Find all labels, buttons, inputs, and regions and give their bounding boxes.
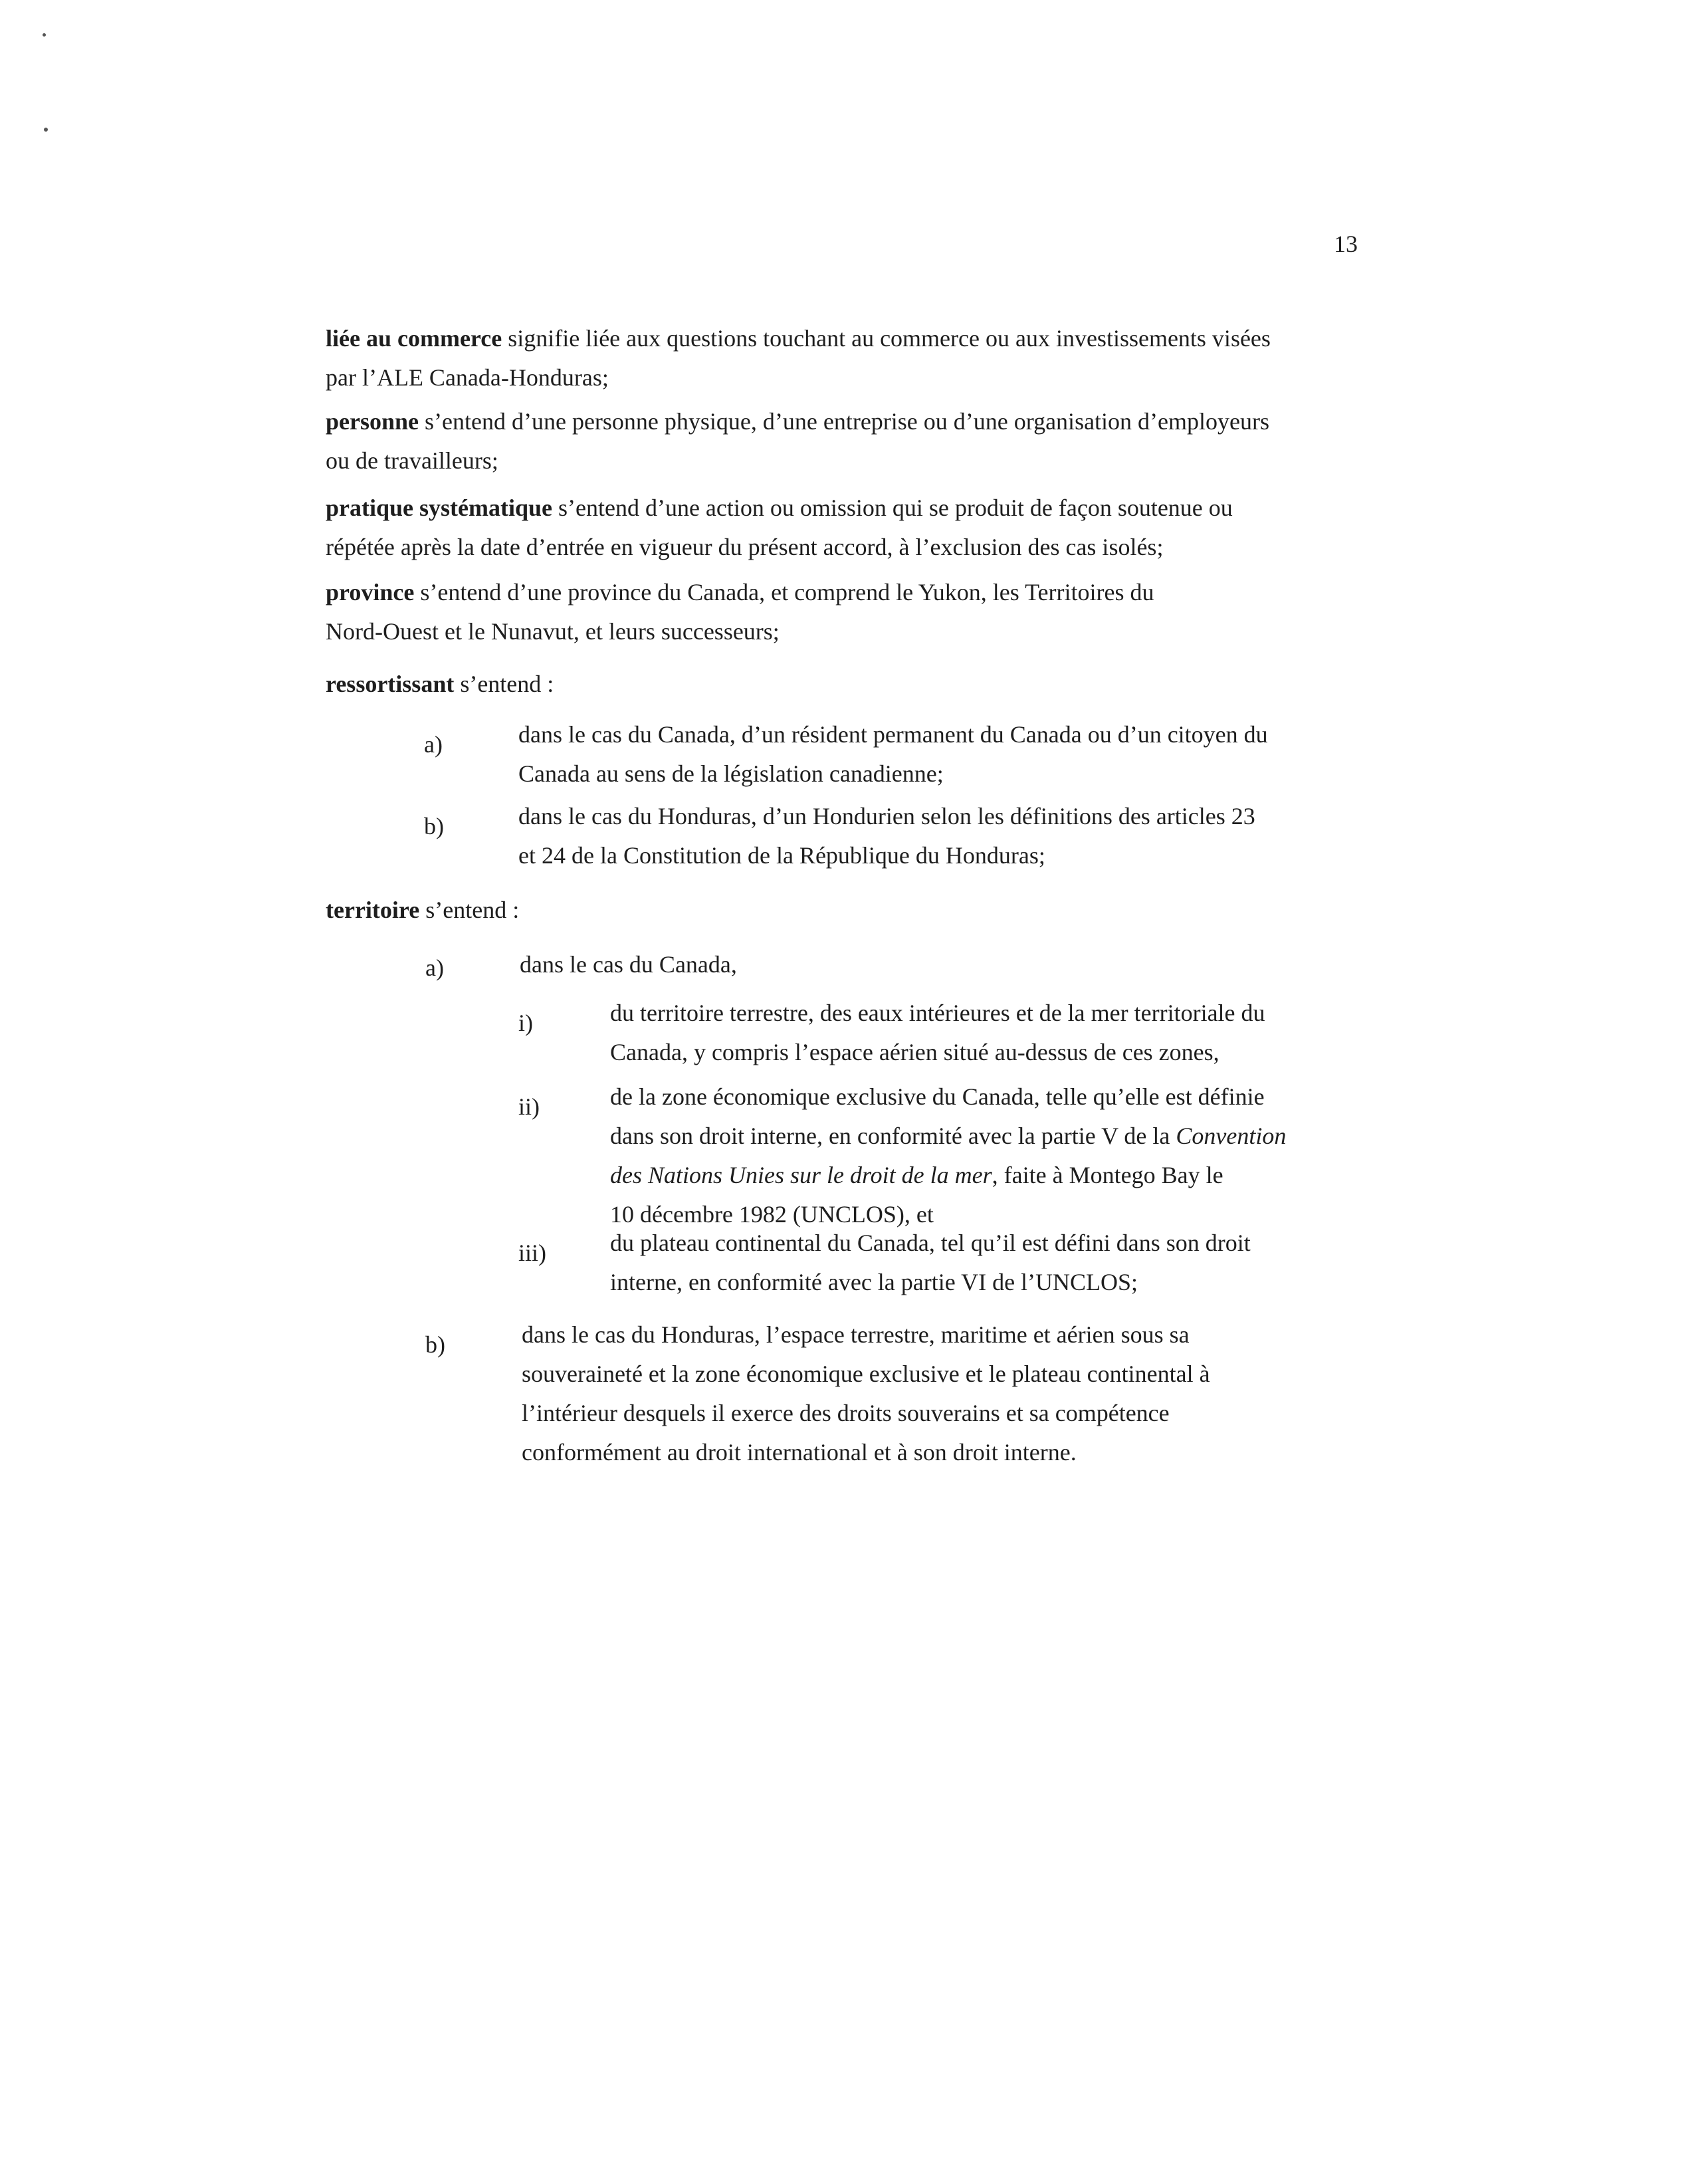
term: territoire (326, 897, 420, 923)
item-text: dans le cas du Canada, (520, 951, 737, 978)
subitem-label: iii) (518, 1240, 546, 1266)
definition-personne: personne s’entend d’une personne physique, d’une entreprise ou d’une organisation d’employeurs ou de travailleurs; (326, 408, 1270, 474)
item-label: b) (424, 813, 444, 839)
definition-territoire: territoire s’entend : (326, 897, 520, 923)
definition-province: province s’entend d’une province du Canada, et comprend le Yukon, les Territoires du Nord-Ouest et le Nunavut, et leurs successeurs; (326, 579, 1154, 645)
subitem-text: de la zone économique exclusive du Canada, telle qu’elle est définie dans son droit interne, en conformité avec la partie V de la Convention des Nations Unies sur le droit de la mer, faite à Montego Bay le 10 décembre 1982 (UNCLOS), et (610, 1083, 1287, 1228)
item-text: dans le cas du Honduras, d’un Hondurien selon les définitions des articles 23 et 24 de la Constitution de la République du Honduras; (518, 803, 1255, 869)
item-text: dans le cas du Honduras, l’espace terrestre, maritime et aérien sous sa souveraineté et la zone économique exclusive et le plateau continental à l’intérieur desquels il exerce des droits souverains et sa compétence conformément au droit international et à son droit interne. (522, 1321, 1210, 1466)
subitem-text: du plateau continental du Canada, tel qu’il est défini dans son droit interne, en conformité avec la partie VI de l’UNCLOS; (610, 1230, 1251, 1295)
term: province (326, 579, 415, 605)
subitem-text: du territoire terrestre, des eaux intérieures et de la mer territoriale du Canada, y compris l’espace aérien situé au-dessus de ces zones, (610, 1000, 1265, 1065)
term: liée au commerce (326, 325, 502, 352)
item-text: dans le cas du Canada, d’un résident permanent du Canada ou d’un citoyen du Canada au sens de la législation canadienne; (518, 721, 1268, 787)
subitem-label: i) (518, 1010, 533, 1036)
item-label: b) (425, 1331, 445, 1358)
item-label: a) (424, 731, 443, 758)
definition-liee-au-commerce: liée au commerce signifie liée aux questions touchant au commerce ou aux investissements visées par l’ALE Canada-Honduras; (326, 325, 1271, 391)
term: ressortissant (326, 671, 455, 697)
definition-pratique-systematique: pratique systématique s’entend d’une action ou omission qui se produit de façon soutenue ou répétée après la date d’entrée en vigueur du présent accord, à l’exclusion des cas isolés; (326, 494, 1233, 560)
term: personne (326, 408, 419, 435)
item-label: a) (425, 954, 444, 981)
term: pratique systématique (326, 494, 552, 521)
subitem-label: ii) (518, 1093, 540, 1120)
scan-speck (44, 128, 48, 132)
definition-ressortissant: ressortissant s’entend : (326, 671, 554, 697)
scan-speck (43, 33, 46, 37)
page-number: 13 (1334, 231, 1358, 257)
